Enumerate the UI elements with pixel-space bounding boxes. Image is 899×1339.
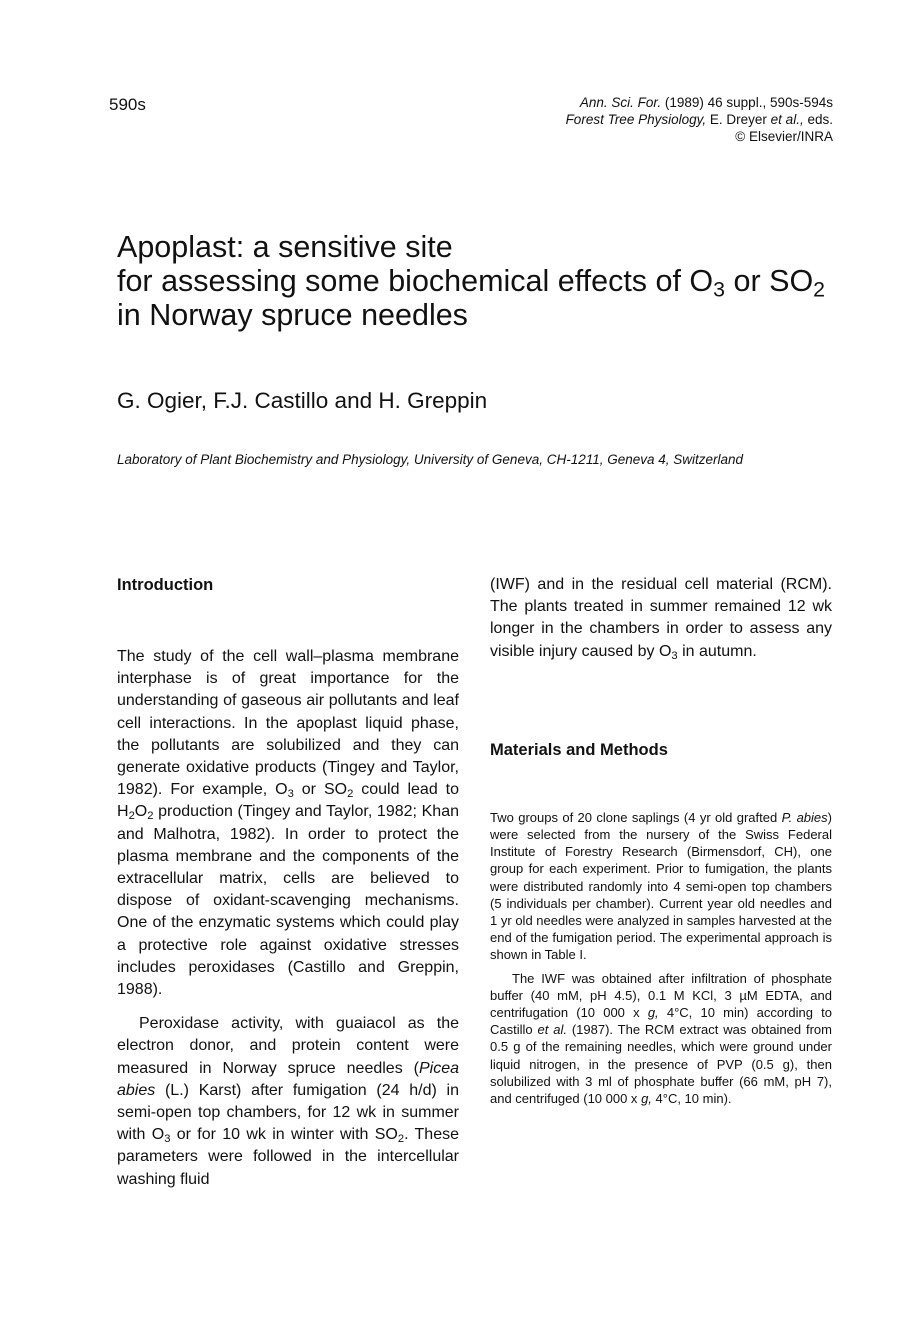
citation-block <box>566 94 833 145</box>
page-number: 590s <box>109 95 146 114</box>
title-line-2: for assessing some biochemical effects of $O_3$ or $SO_2$ <box>117 264 826 302</box>
journal-line <box>566 94 833 111</box>
editors-et-al: et al., <box>770 112 804 127</box>
journal-name: Ann. Sci. For. <box>579 95 662 110</box>
copyright: © Elsevier/INRA <box>735 129 833 144</box>
journal-details: (1989) 46 suppl., 590s-594s <box>664 95 833 110</box>
methods-paragraph-2: The IWF was obtained after infiltration of phosphate buffer (40 mM, pH 4.5), 0.1 M KCl, 3 µM EDTA, and centrifugation (10 000 x g, 4°C, 10 min) according to Castillo et al. (1987). The RCM extract was obtained from 0.5 g of the remaining needles, which were ground under liquid nitrogen, in the presence of PVP (0.5 g), then solubilized with 3 ml of phosphate buffer (66 mM, pH 7), and centrifuged (10 000 x g, 4°C, 10 min). <box>490 970 832 1107</box>
editors: E. Dreyer <box>709 112 767 127</box>
title-line-3: in Norway spruce needles <box>117 298 468 332</box>
book-line <box>566 111 833 128</box>
left-column <box>117 574 459 1191</box>
species-name-abbrev: P. abies <box>781 809 828 825</box>
introduction-paragraph-3: (IWF) and in the residual cell material (RCM). The plants treated in summer remained 12 wk longer in the chambers in order to assess any visible injury caused by $O_3$ in autumn. <box>490 576 832 662</box>
book-title: Forest Tree Physiology, <box>565 112 707 127</box>
introduction-paragraph-2: Peroxidase activity, with guaiacol as the electron donor, and protein content were measured in Norway spruce needles (Picea abies (L.) Karst) after fumigation (24 h/d) in semi-open top chambers, for 12 wk in summer with $O_3$ or for 10 wk in winter with $SO_2$. These parameters were followed in the intercellular washing fluid <box>117 1015 459 1188</box>
introduction-heading: Introduction <box>117 576 214 594</box>
authors: G. Ogier, F.J. Castillo and H. Greppin <box>117 388 488 413</box>
methods-paragraph-1: Two groups of 20 clone saplings (4 yr old grafted P. abies) were selected from the nursery of the Swiss Federal Institute of Forestry Research (Birmensdorf, CH), one group for each experiment. Prior to fumigation, the plants were distributed randomly into 4 semi-open top chambers (5 individuals per chamber). Current year old needles and 1 yr old needles were analyzed in samples harvested at the end of the fumigation period. The experimental approach is shown in Table I. <box>490 809 832 963</box>
introduction-paragraph-1: The study of the cell wall–plasma membrane interphase is of great importance for the understanding of gaseous air pollutants and leaf cell interactions. In the apoplast liquid phase, the pollutants are solubilized and they can generate oxidative products (Tingey and Taylor, 1982). For example, $O_3$ or $SO_2$ could lead to $H_2O_2$ production (Tingey and Taylor, 1982; Khan and Malhotra, 1982). In order to protect the plasma membrane and the components of the extracellular matrix, cells are believed to dispose of oxidant-scavenging mechanisms. One of the enzymatic systems which could play a protective role against oxidative stresses includes peroxidases (Castillo and Greppin, 1988). <box>117 648 460 999</box>
species-name: Picea abies <box>117 1059 459 1099</box>
affiliation: Laboratory of Plant Biochemistry and Physiology, University of Geneva, CH-1211, Geneva 4, Switzerland <box>117 452 744 467</box>
title-line-1: Apoplast: a sensitive site <box>117 230 453 264</box>
methods-heading: Materials and Methods <box>490 740 668 759</box>
paper-title <box>117 230 857 332</box>
right-column <box>490 574 832 1107</box>
editors-suffix: eds. <box>807 112 833 127</box>
